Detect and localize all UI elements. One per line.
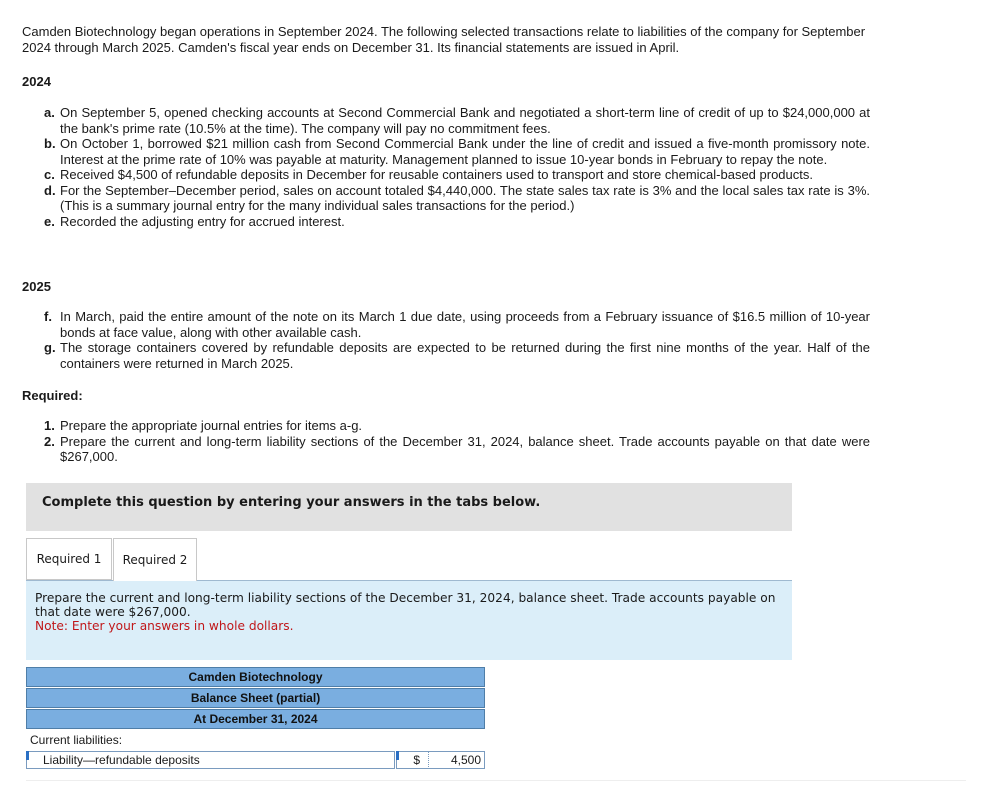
item-text: For the September–December period, sales on account totaled $4,440,000. The state sales tax rate is 3% and the local sales tax rate is 3%. (This is a summary journal entry for the many individual sales transactions for the period.) [60,182,870,213]
transaction-item [44,340,870,371]
required-text: Prepare the appropriate journal entries for items a-g. [60,418,363,433]
required-label: 2. [44,433,55,449]
statement-date-header: At December 31, 2024 [26,709,485,729]
item-text: Recorded the adjusting entry for accrued interest. [60,213,345,229]
item-label: a. [44,105,55,120]
transaction-item [44,309,870,340]
tab-required-2[interactable]: Required 2 [113,538,197,581]
instruction-banner [26,483,792,531]
currency-symbol: $ [396,751,428,769]
company-name-header: Camden Biotechnology [26,667,485,687]
item-label: g. [44,340,56,355]
account-name-input[interactable]: Liability—refundable deposits [26,751,395,769]
transaction-item [44,136,870,167]
item-text: Received $4,500 of refundable deposits in December for reusable containers used to transport and store chemical-based products. [60,167,813,182]
transactions-2024 [44,105,870,229]
item-label: c. [44,167,55,182]
current-liabilities-label: Current liabilities: [30,733,123,747]
banner-text: Complete this question by entering your answers in the tabs below. [42,495,541,510]
item-text: On September 5, opened checking accounts at Second Commercial Bank and negotiated a short-term line of credit of up to $24,000,000 at the bank's prime rate (10.5% at the time). The company will pay no commitment fees. [60,105,870,136]
item-text: On October 1, borrowed $21 million cash from Second Commercial Bank under the line of credit and issued a five-month promissory note. Interest at the prime rate of 10% was payable at maturity. Management planned to issue 10-year bonds in February to repay the note. [60,136,870,167]
problem-intro: Camden Biotechnology began operations in September 2024. The following selected transactions relate to liabilities of the company for September 2024 through March 2025. Camden's fiscal year ends on December 31. Its financial statements are issued in April. [22,24,866,55]
instructions-note: Note: Enter your answers in whole dollars. [35,619,294,633]
item-label: d. [44,182,56,198]
required-list [44,418,870,465]
transaction-item [44,214,870,230]
balance-sheet-row [26,751,485,769]
instructions-text: Prepare the current and long-term liability sections of the December 31, 2024, balance sheet. Trade accounts payable on that date were $267,000. [35,591,776,619]
required-heading: Required: [22,388,83,403]
amount-input[interactable]: 4,500 [428,751,485,769]
required-label: 1. [44,418,55,433]
bottom-divider [26,780,966,781]
item-label: e. [44,213,55,229]
year-heading-2025: 2025 [22,279,51,294]
transaction-item [44,183,870,214]
tab-required-1[interactable]: Required 1 [26,538,112,580]
required-item [44,418,870,434]
year-heading-2024: 2024 [22,74,51,89]
item-label: f. [44,309,52,324]
transactions-2025 [44,309,870,371]
instructions-panel [26,581,792,660]
transaction-item [44,105,870,136]
item-label: b. [44,136,56,151]
required-item [44,434,870,465]
transaction-item [44,167,870,183]
item-text: In March, paid the entire amount of the note on its March 1 due date, using proceeds from a February issuance of $16.5 million of 10-year bonds at face value, along with other available cash. [60,309,870,340]
item-text: The storage containers covered by refundable deposits are expected to be returned during the first nine months of the year. Half of the containers were returned in March 2025. [60,340,870,371]
statement-title-header: Balance Sheet (partial) [26,688,485,708]
required-text: Prepare the current and long-term liability sections of the December 31, 2024, balance sheet. Trade accounts payable on that date were $267,000. [60,433,870,464]
